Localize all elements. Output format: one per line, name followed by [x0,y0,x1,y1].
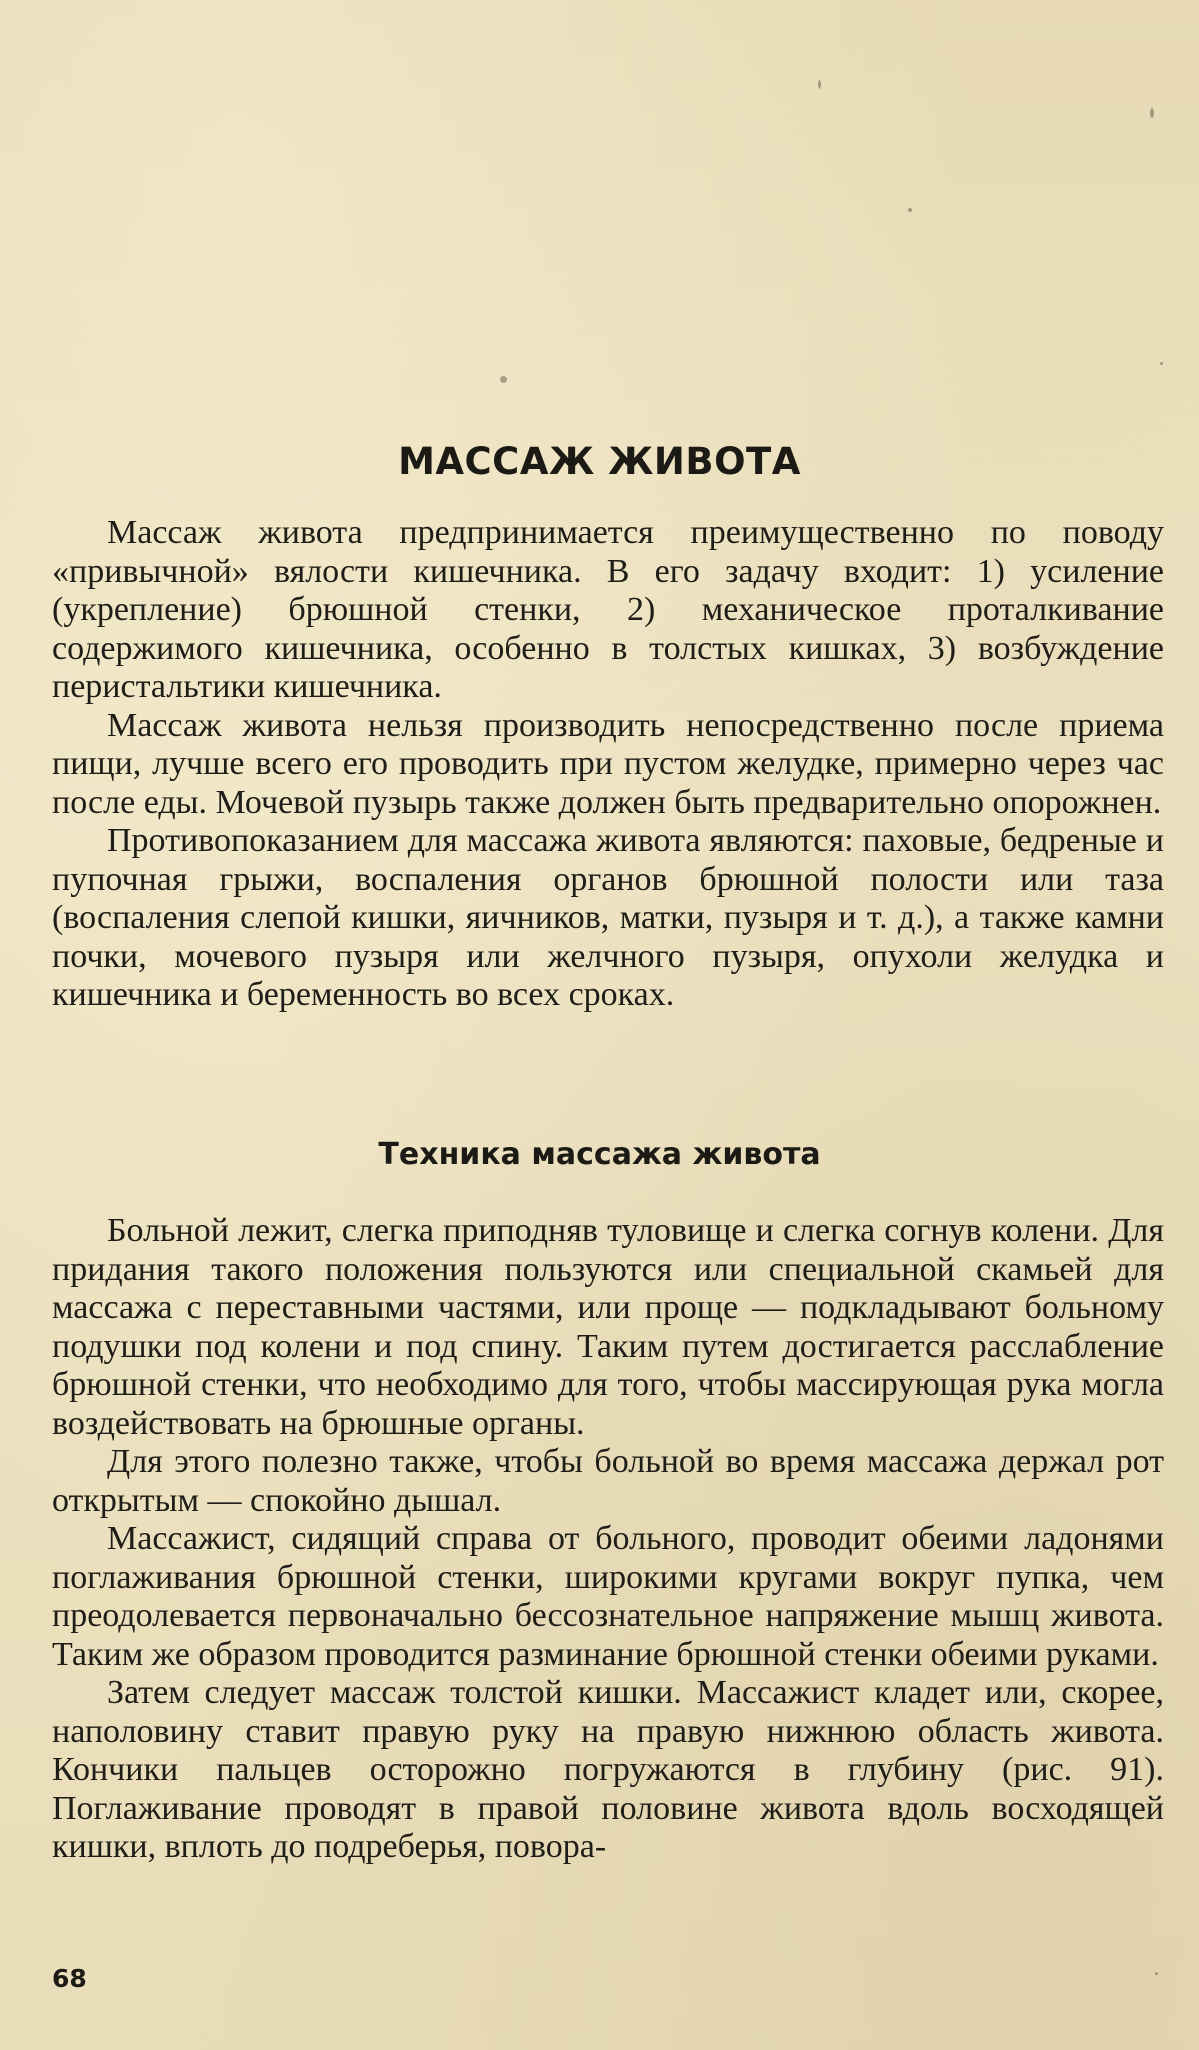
paragraph: Массаж живота предпринимается преимущественно по поводу «привычной» вялости кишечника. В его задачу входит: 1) усиление (укрепление) брюшной стенки, 2) механическое проталкивание содержимого кишечника, особенно в толстых кишках, 3) возбуждение перистальтики кишечника. [52,514,1164,705]
ink-speck [500,376,507,383]
page-number: 68 [52,1964,87,1993]
intro-section [52,514,1164,1015]
paragraph: Больной лежит, слегка приподняв туловище и слегка согнув колени. Для придания такого положения пользуются или специальной скамьей для массажа с переставными частями, или проще — подкладывают больному подушки под колени и под спину. Таким путем достигается расслабление брюшной стенки, что необходимо для того, чтобы массирующая рука могла воздействовать на брюшные органы. [52,1212,1164,1442]
paragraph: Затем следует массаж толстой кишки. Массажист кладет или, скорее, наполовину ставит правую руку на правую нижнюю область живота. Кончики пальцев осторожно погружаются в глубину (рис. 91). Поглаживание проводят в правой половине живота вдоль восходящей кишки, вплоть до подреберья, повора- [52,1674,1164,1865]
ink-speck [1150,108,1154,118]
ink-speck [1155,1972,1158,1975]
ink-speck [908,208,912,212]
section-heading: Техника массажа живота [378,1137,821,1172]
paragraph: Для этого полезно также, чтобы больной во время массажа держал рот открытым — спокойно дышал. [52,1443,1164,1519]
ink-speck [1160,362,1163,365]
page-title: МАССАЖ ЖИВОТА [398,440,801,483]
paragraph: Противопоказанием для массажа живота являются: паховые, бедреные и пупочная грыжи, воспаления органов брюшной полости или таза (воспаления слепой кишки, яичников, матки, пузыря и т. д.), а также камни почки, мочевого пузыря или желчного пузыря, опухоли желудка и кишечника и беременность во всех сроках. [52,822,1164,1013]
technique-section [52,1212,1164,1867]
paragraph: Массаж живота нельзя производить непосредственно после приема пищи, лучше всего его проводить при пустом желудке, примерно через час после еды. Мочевой пузырь также должен быть предварительно опорожнен. [52,706,1164,821]
ink-speck [818,80,821,89]
paragraph: Массажист, сидящий справа от больного, проводит обеими ладонями поглаживания брюшной стенки, широкими кругами вокруг пупка, чем преодолевается первоначально бессознательное напряжение мышц живота. Таким же образом проводится разминание брюшной стенки обеими руками. [52,1520,1164,1673]
